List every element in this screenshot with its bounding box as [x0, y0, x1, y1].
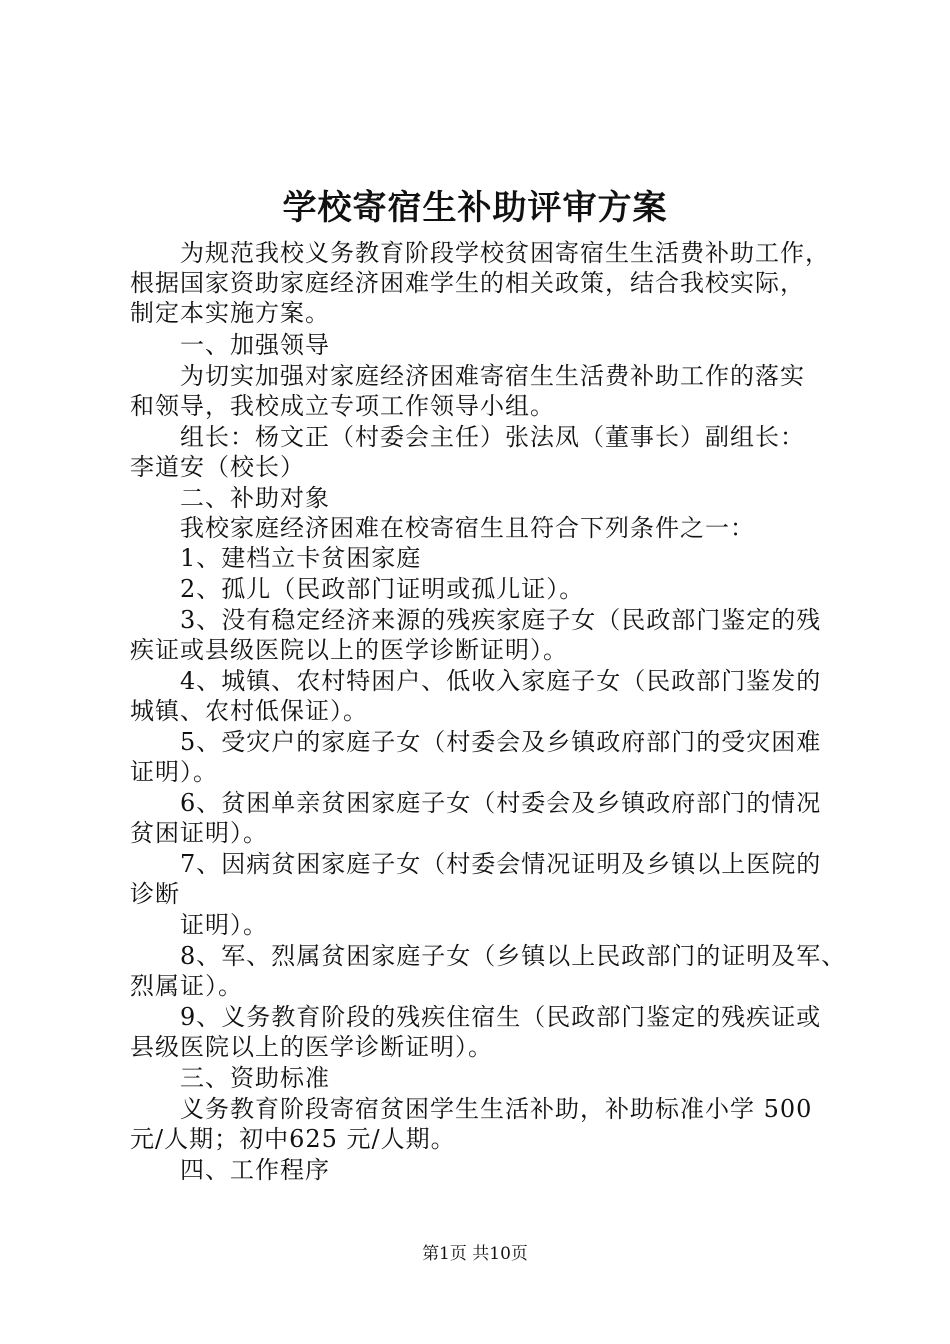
- paragraph-line: 为规范我校义务教育阶段学校贫困寄宿生生活费补助工作，: [180, 239, 830, 267]
- list-item: 6、贫困单亲贫困家庭子女（村委会及乡镇政府部门的情况: [180, 789, 822, 817]
- section-heading: 二、补助对象: [180, 484, 330, 512]
- paragraph-line: 制定本实施方案。: [130, 299, 330, 327]
- section-heading: 四、工作程序: [180, 1156, 330, 1184]
- section-heading: 三、资助标准: [180, 1064, 330, 1092]
- paragraph-line: 李道安（校长）: [130, 453, 305, 481]
- list-item-continuation: 县级医院以上的医学诊断证明）。: [130, 1033, 493, 1061]
- list-item-continuation: 证明）。: [130, 758, 218, 786]
- paragraph-line: 和领导，我校成立专项工作领导小组。: [130, 392, 555, 420]
- page-footer: 第1页 共10页: [422, 1244, 528, 1264]
- section-heading: 一、加强领导: [180, 331, 330, 359]
- list-item-continuation: 疾证或县级医院以上的医学诊断证明）。: [130, 636, 568, 664]
- list-item-continuation: 城镇、农村低保证）。: [130, 697, 368, 725]
- document-title: 学校寄宿生补助评审方案: [282, 188, 668, 228]
- list-item: 4、城镇、农村特困户、低收入家庭子女（民政部门鉴发的: [180, 667, 822, 695]
- paragraph-line: 组长：杨文正（村委会主任）张法凤（董事长）副组长：: [180, 423, 805, 451]
- paragraph-line: 我校家庭经济困难在校寄宿生且符合下列条件之一：: [180, 514, 755, 542]
- list-item: 9、义务教育阶段的残疾住宿生（民政部门鉴定的残疾证或: [180, 1003, 822, 1031]
- list-item: 3、没有稳定经济来源的残疾家庭子女（民政部门鉴定的残: [180, 606, 822, 634]
- list-item-continuation: 证明）。: [180, 911, 268, 939]
- list-item: 1、建档立卡贫困家庭: [180, 544, 422, 572]
- list-item-continuation: 烈属证）。: [130, 972, 243, 1000]
- list-item-continuation: 诊断: [130, 880, 180, 908]
- paragraph-line: 义务教育阶段寄宿贫困学生生活补助，补助标准小学 500: [180, 1095, 813, 1123]
- list-item-continuation: 贫困证明）。: [130, 819, 268, 847]
- list-item: 2、孤儿（民政部门证明或孤儿证）。: [180, 575, 585, 603]
- list-item: 7、因病贫困家庭子女（村委会情况证明及乡镇以上医院的: [180, 850, 822, 878]
- paragraph-line: 元/人期；初中625 元/人期。: [130, 1125, 456, 1153]
- paragraph-line: 根据国家资助家庭经济困难学生的相关政策，结合我校实际，: [130, 269, 805, 297]
- list-item: 8、军、烈属贫困家庭子女（乡镇以上民政部门的证明及军、: [180, 942, 847, 970]
- paragraph-line: 为切实加强对家庭经济困难寄宿生生活费补助工作的落实: [180, 362, 805, 390]
- list-item: 5、受灾户的家庭子女（村委会及乡镇政府部门的受灾困难: [180, 728, 822, 756]
